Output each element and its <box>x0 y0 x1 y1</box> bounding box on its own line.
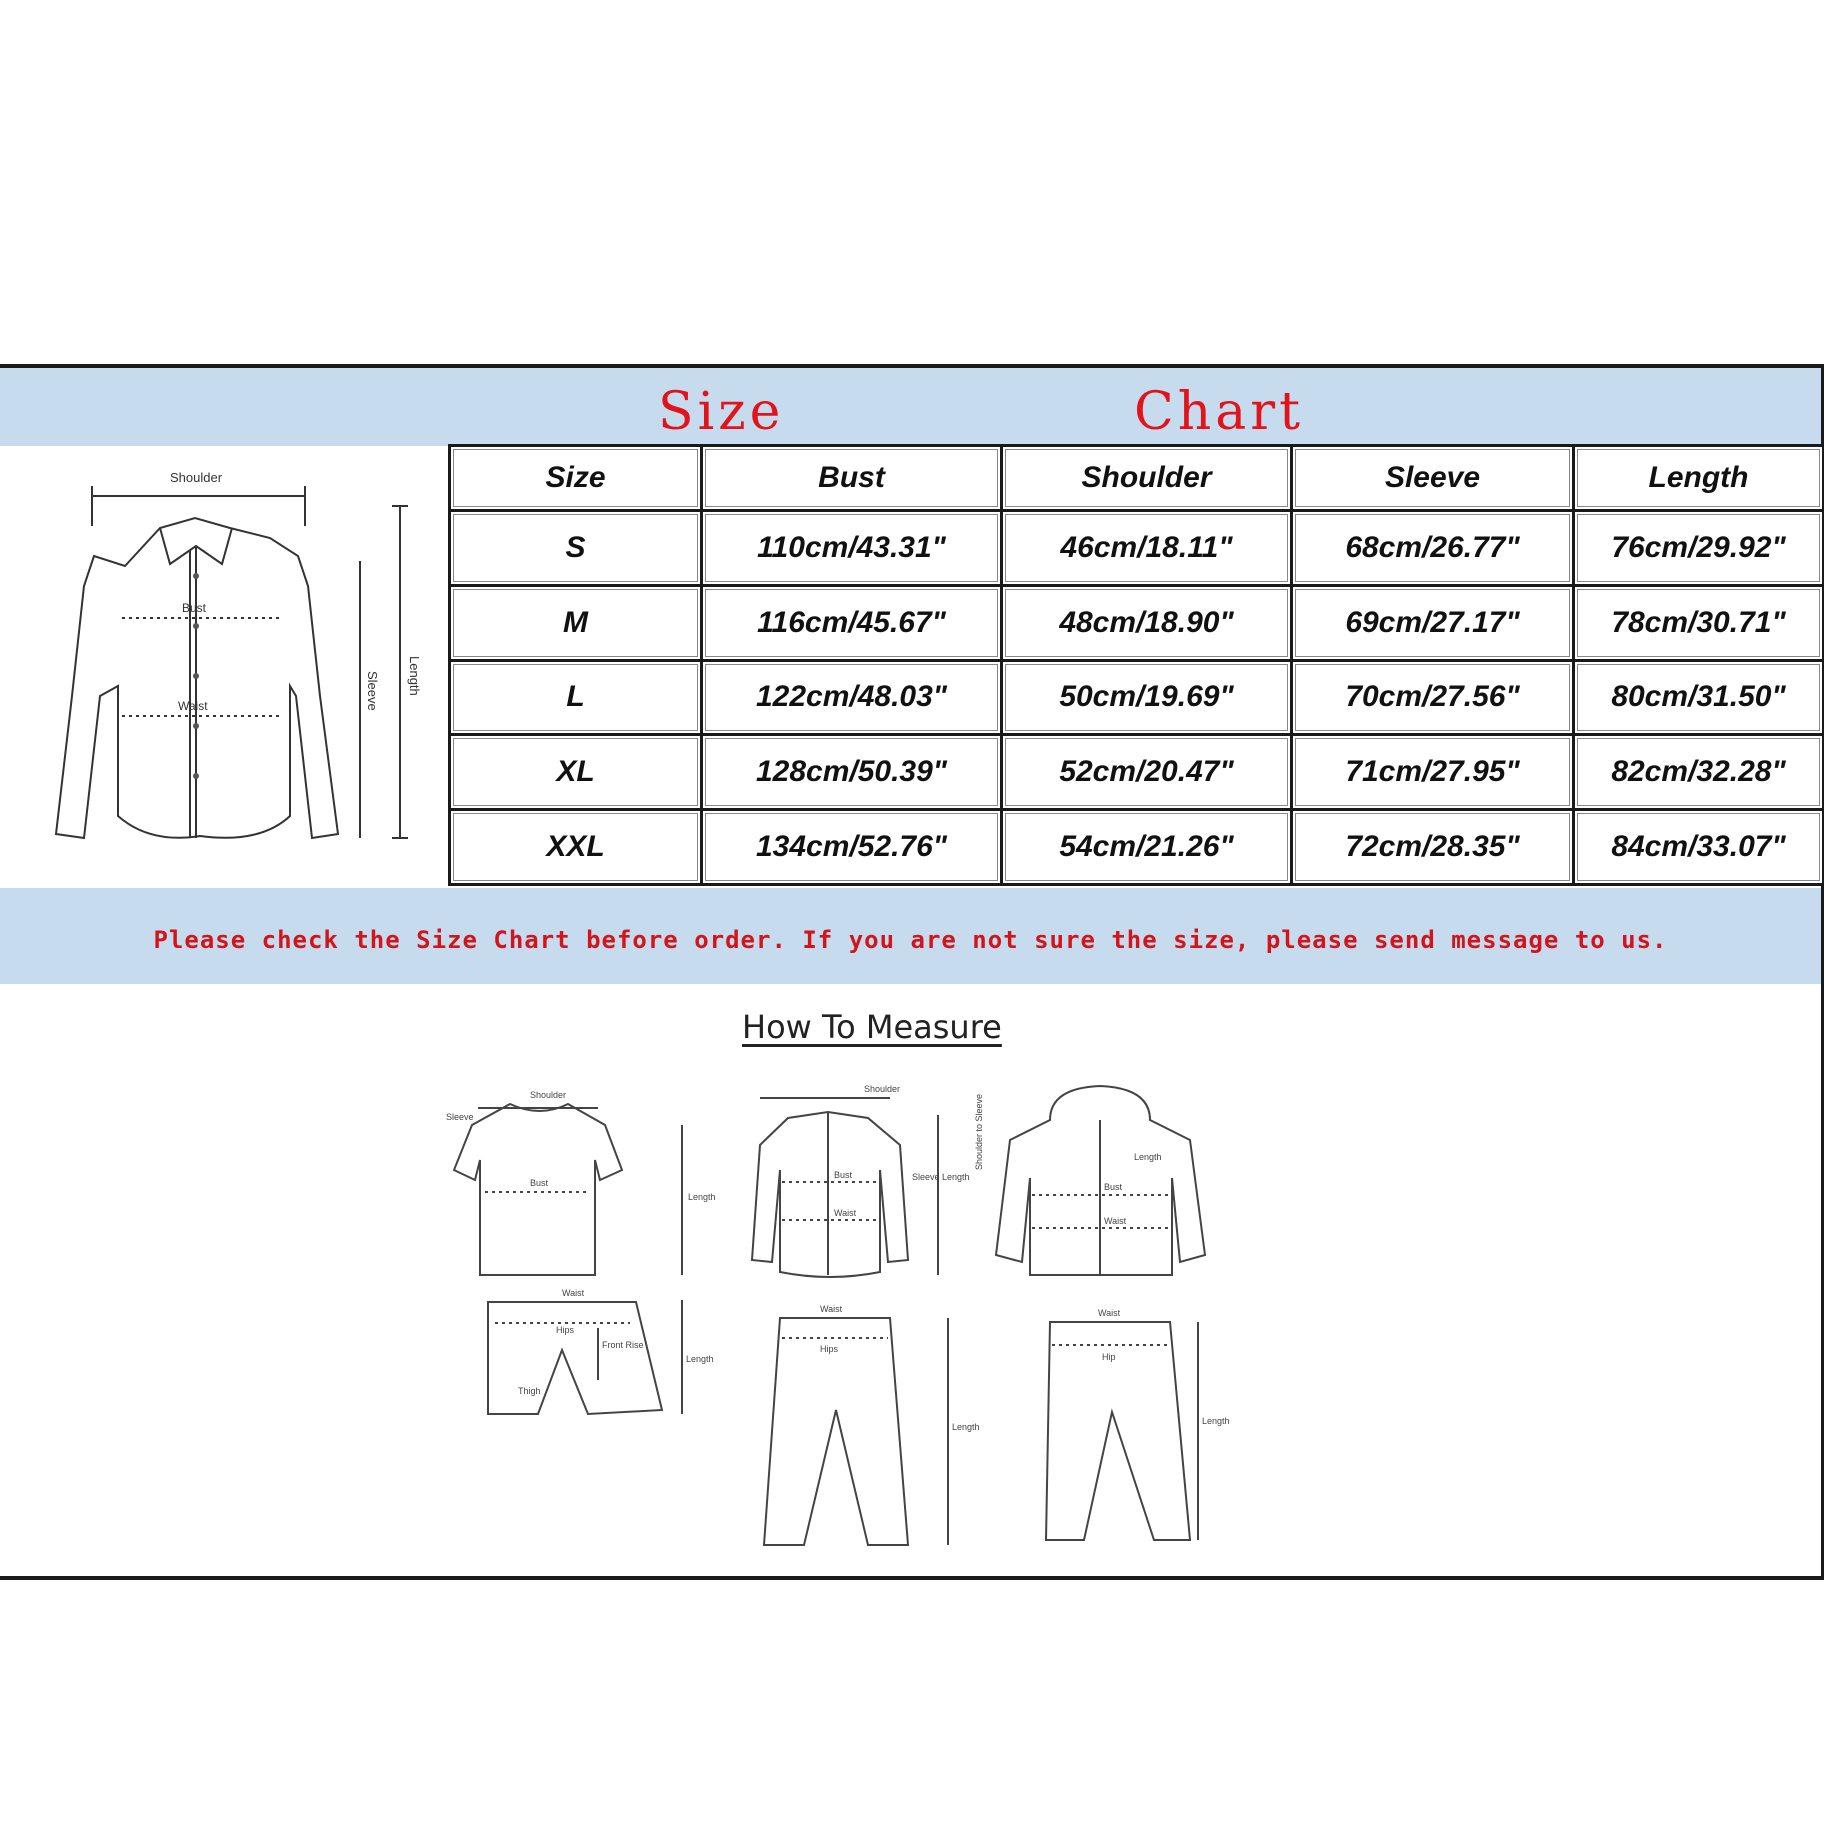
tshirt-length-label: Length <box>688 1192 716 1202</box>
shirt-small-waist-label: Waist <box>834 1208 857 1218</box>
header-bust: Bust <box>702 446 1002 511</box>
joggers-waist-label: Waist <box>1098 1308 1121 1318</box>
table-cell: 68cm/26.77" <box>1292 511 1574 586</box>
hoodie-sleeve-label: Shoulder to Sleeve <box>974 1093 984 1170</box>
table-cell: M <box>450 585 702 660</box>
title-chart: Chart <box>1134 382 1305 442</box>
table-cell: 76cm/29.92" <box>1574 511 1824 586</box>
pants-hips-label: Hips <box>820 1344 839 1354</box>
header-length: Length <box>1574 446 1824 511</box>
shirt-bust-label: Bust <box>182 601 207 615</box>
shorts-length-label: Length <box>686 1354 714 1364</box>
table-cell: 134cm/52.76" <box>702 810 1002 885</box>
hoodie-icon <box>996 1086 1205 1275</box>
table-cell: 46cm/18.11" <box>1002 511 1292 586</box>
shorts-thigh-label: Thigh <box>518 1386 541 1396</box>
header-sleeve: Sleeve <box>1292 446 1574 511</box>
table-cell: 70cm/27.56" <box>1292 660 1574 735</box>
title-banner <box>0 368 1821 446</box>
pants-waist-label: Waist <box>820 1304 843 1314</box>
table-cell: 116cm/45.67" <box>702 585 1002 660</box>
table-row <box>450 660 1824 735</box>
pants-length-label: Length <box>952 1422 980 1432</box>
hoodie-waist-label: Waist <box>1104 1216 1127 1226</box>
shirt-small-bust-label: Bust <box>834 1170 853 1180</box>
table-cell: 69cm/27.17" <box>1292 585 1574 660</box>
shirt-small-sleeve-label: Sleeve <box>912 1172 940 1182</box>
joggers-hip-label: Hip <box>1102 1352 1116 1362</box>
table-row <box>450 511 1824 586</box>
table-cell: 48cm/18.90" <box>1002 585 1292 660</box>
table-cell: 72cm/28.35" <box>1292 810 1574 885</box>
tshirt-bust-label: Bust <box>530 1178 549 1188</box>
joggers-length-label: Length <box>1202 1416 1230 1426</box>
shorts-waist-label: Waist <box>562 1288 585 1298</box>
table-cell: S <box>450 511 702 586</box>
table-cell: 122cm/48.03" <box>702 660 1002 735</box>
header-size: Size <box>450 446 702 511</box>
shirt-sleeve-label: Sleeve <box>365 671 380 711</box>
table-cell: 78cm/30.71" <box>1574 585 1824 660</box>
table-header-row <box>450 446 1824 511</box>
table-cell: 50cm/19.69" <box>1002 660 1292 735</box>
tshirt-icon <box>454 1104 682 1275</box>
hoodie-length-label: Length <box>1134 1152 1162 1162</box>
size-table <box>448 444 1824 886</box>
table-row <box>450 585 1824 660</box>
table-row <box>450 735 1824 810</box>
size-chart-panel <box>0 364 1824 1580</box>
tshirt-sleeve-label: Sleeve <box>446 1112 474 1122</box>
shorts-hips-label: Hips <box>556 1325 575 1335</box>
how-to-measure-section <box>390 1000 1430 1560</box>
table-cell: 82cm/32.28" <box>1574 735 1824 810</box>
table-cell: XL <box>450 735 702 810</box>
shirt-shoulder-label: Shoulder <box>170 470 223 485</box>
table-cell: 84cm/33.07" <box>1574 810 1824 885</box>
table-cell: 110cm/43.31" <box>702 511 1002 586</box>
shirt-measure-diagram <box>0 446 446 886</box>
hoodie-bust-label: Bust <box>1104 1182 1123 1192</box>
table-cell: 54cm/21.26" <box>1002 810 1292 885</box>
shirt-waist-label: Waist <box>178 699 208 713</box>
table-cell: 128cm/50.39" <box>702 735 1002 810</box>
shorts-front-rise-label: Front Rise <box>602 1340 644 1350</box>
shorts-icon <box>488 1300 682 1414</box>
table-cell: 52cm/20.47" <box>1002 735 1292 810</box>
notice-text: Please check the Size Chart before order. If you are not sure the size, please send message to us. <box>153 926 1668 954</box>
joggers-icon <box>1046 1322 1198 1540</box>
tshirt-shoulder-label: Shoulder <box>530 1090 567 1100</box>
shirt-length-label: Length <box>407 656 422 696</box>
table-cell: 71cm/27.95" <box>1292 735 1574 810</box>
shirt-small-length-label: Length <box>942 1172 970 1182</box>
table-row <box>450 810 1824 885</box>
shirt-icon <box>752 1098 938 1277</box>
how-to-measure-title: How To Measure <box>742 1008 1002 1046</box>
title-size: Size <box>658 382 785 442</box>
table-cell: L <box>450 660 702 735</box>
notice-banner <box>0 888 1821 984</box>
table-cell: 80cm/31.50" <box>1574 660 1824 735</box>
shirt-small-shoulder-label: Shoulder <box>864 1084 901 1094</box>
pants-icon <box>764 1318 948 1545</box>
table-cell: XXL <box>450 810 702 885</box>
header-shoulder: Shoulder <box>1002 446 1292 511</box>
